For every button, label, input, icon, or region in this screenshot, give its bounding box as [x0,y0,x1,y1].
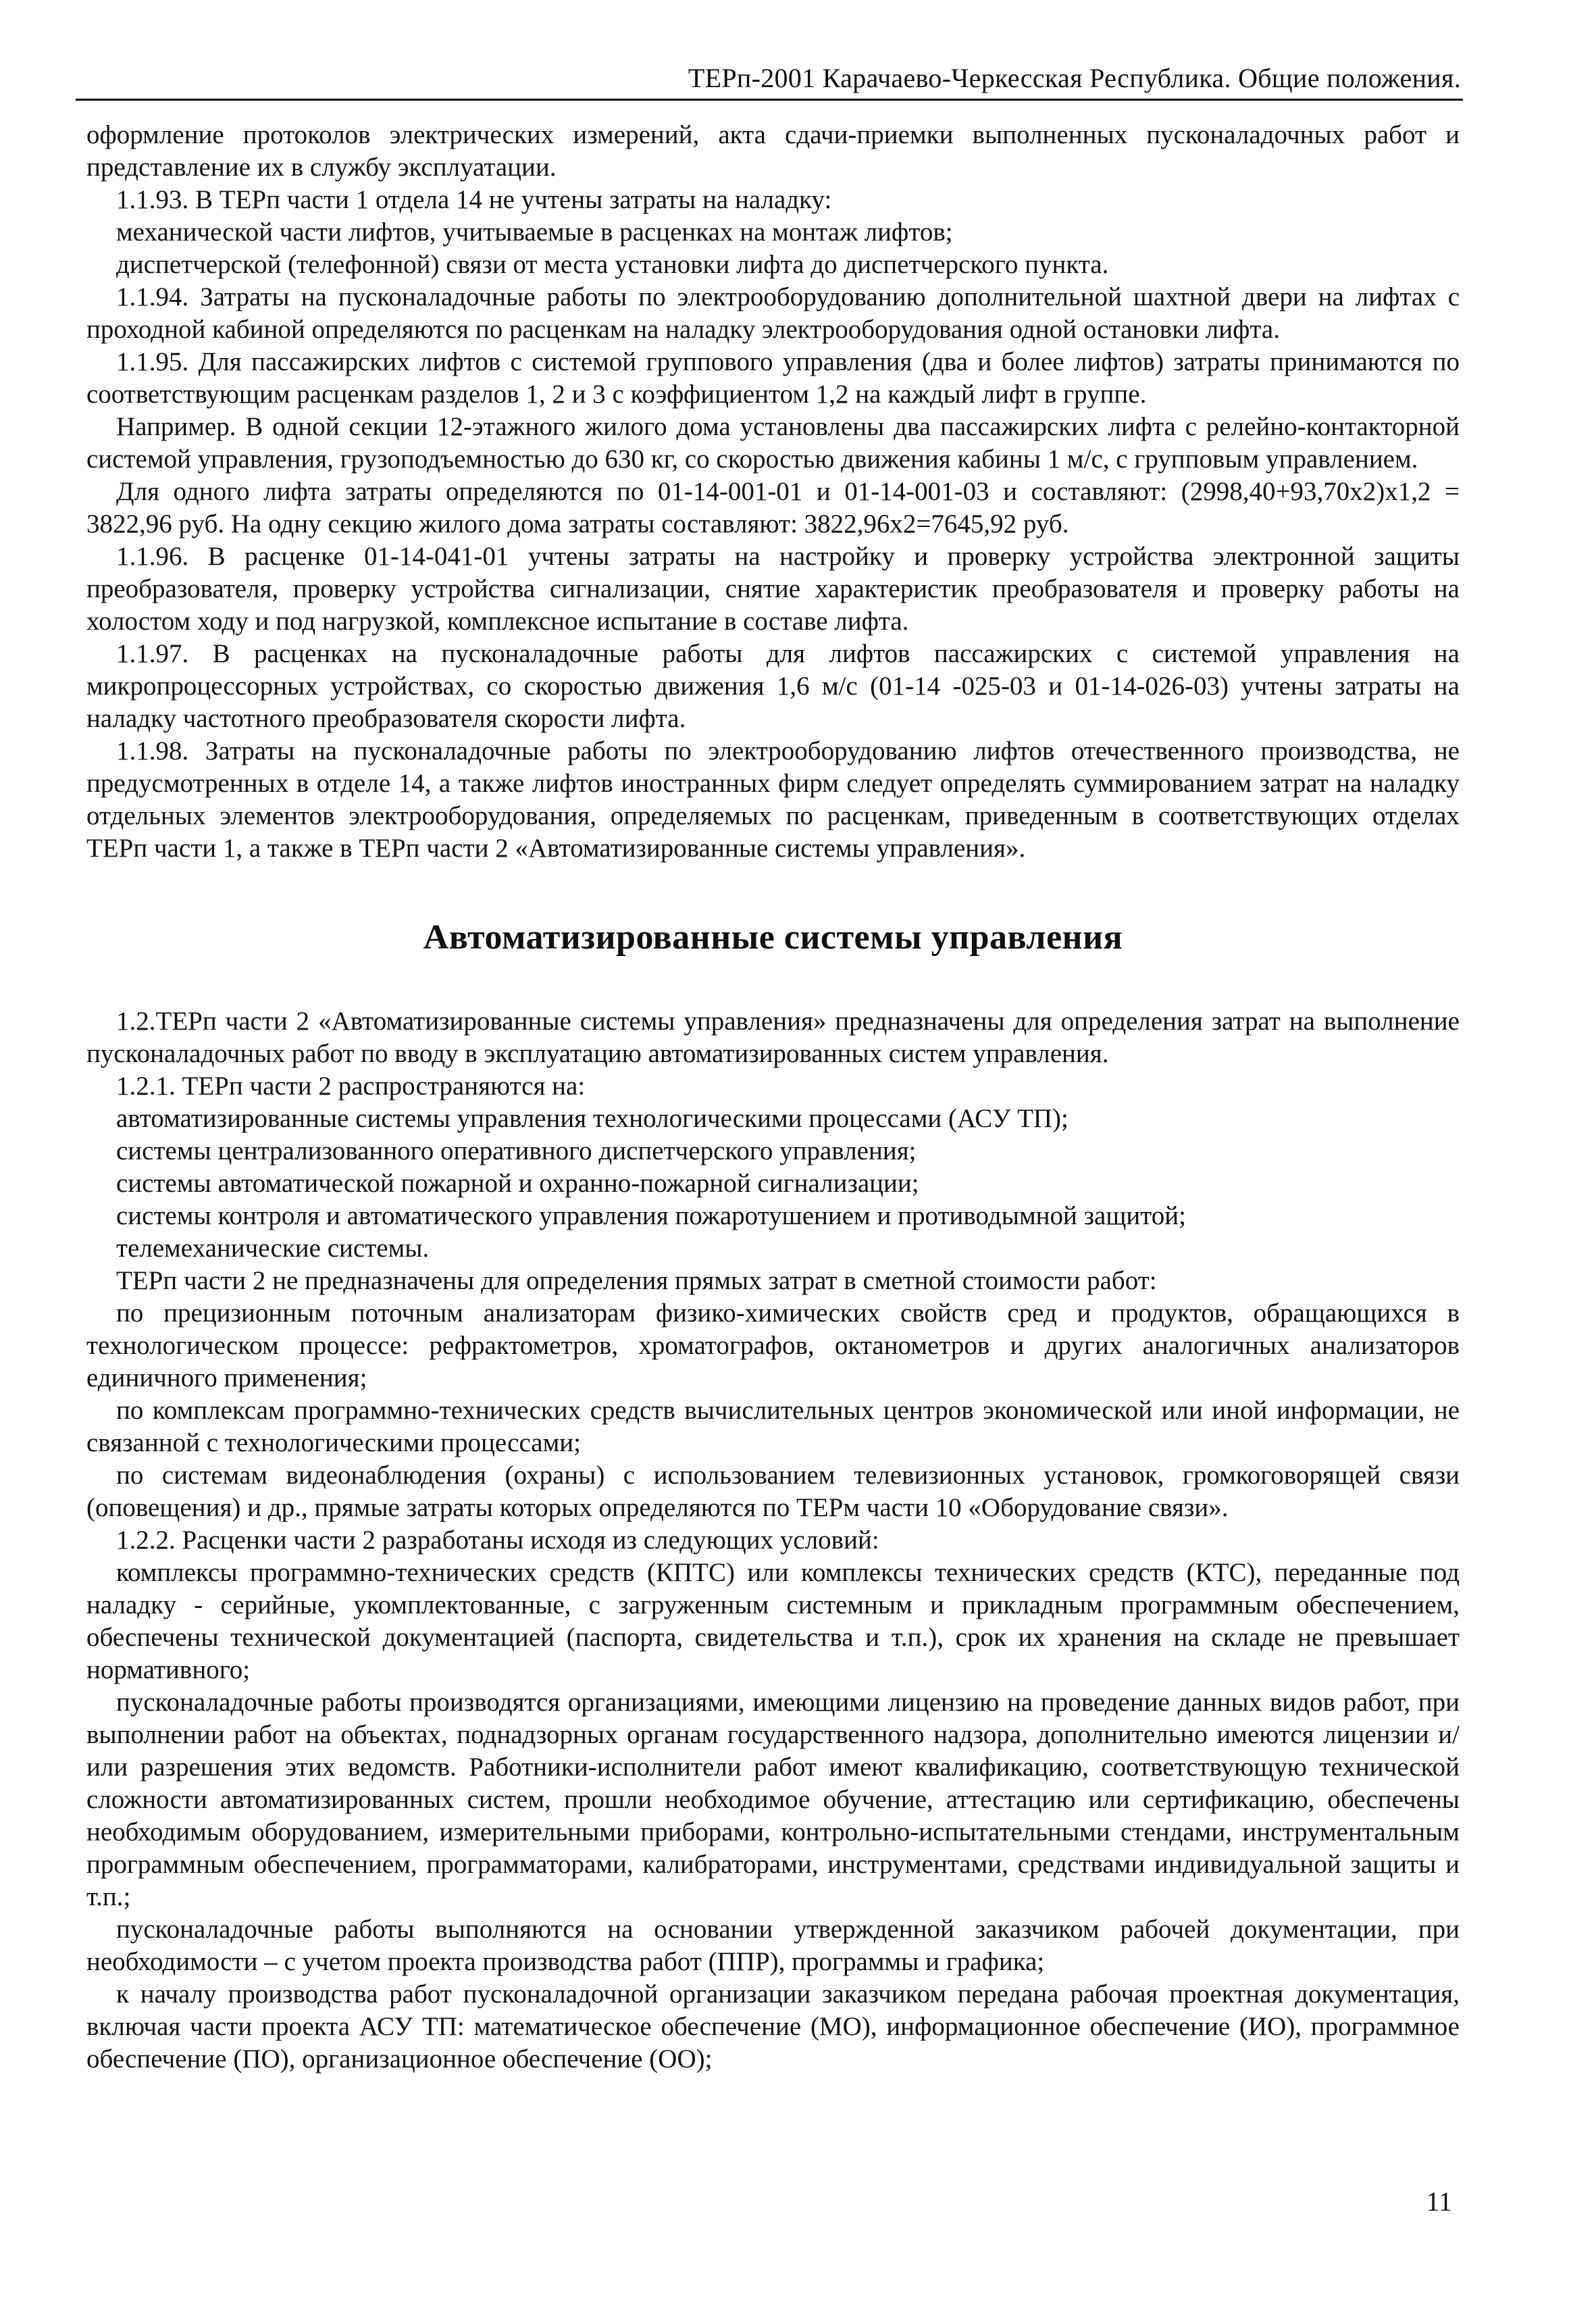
paragraph: 1.2.2. Расценки части 2 разработаны исходя из следующих условий: [116,1526,879,1555]
paragraph: телемеханические системы. [116,1234,430,1263]
paragraph: 1.2.ТЕРп части 2 «Автоматизированные системы управления» предназначены для определения затрат на выполнение пусконаладочных работ по вводу в эксплуатацию автоматизированных систем управления. [86,1007,1460,1068]
paragraph: Например. В одной секции 12-этажного жилого дома установлены два пассажирских лифта с релейно-контакторной системой управления, грузоподъемностью до 630 кг, со скоростью движения кабины 1 м/с, с групповым управлением. [86,412,1460,474]
paragraph: 1.1.97. В расценках на пусконаладочные работы для лифтов пассажирских с системой управления на микропроцессорных устройствах, со скоростью движения 1,6 м/с (01-14 -025-03 и 01-14-026-03) учтены затраты на наладку частотного преобразователя скорости лифта. [86,639,1460,733]
paragraph: диспетчерской (телефонной) связи от места установки лифта до диспетчерского пункта. [116,250,1109,279]
paragraph: пусконаладочные работы выполняются на основании утвержденной заказчиком рабочей документации, при необходимости – с учетом проекта производства работ (ППР), программы и графика; [86,1915,1460,1976]
paragraph: Для одного лифта затраты определяются по 01-14-001-01 и 01-14-001-03 и составляют: (2998,40+93,70х2)х1,2 = 3822,96 руб. На одну секцию жилого дома затраты составляют: 3822,96х2=7645,92 руб. [86,477,1460,538]
section-heading: Автоматизированные системы управления [423,918,1123,957]
paragraph: по комплексам программно-технических средств вычислительных центров экономической или иной информации, не связанной с технологическими процессами; [86,1396,1460,1457]
page-number: 11 [1426,2186,1452,2217]
paragraph: системы контроля и автоматического управления пожаротушением и противодымной защитой; [116,1201,1186,1230]
document-body [86,119,1460,2076]
paragraph: комплексы программно-технических средств (КПТС) или комплексы технических средств (КТС), переданные под наладку - серийные, укомплектованные, с загруженным системным и прикладным программным обеспечением, обеспечены технической документацией (паспорта, свидетельства и т.п.), срок их хранения на складе не превышает нормативного; [86,1558,1460,1684]
paragraph: ТЕРп части 2 не предназначены для определения прямых затрат в сметной стоимости работ: [116,1266,1157,1295]
paragraph: пусконаладочные работы производятся организациями, имеющими лицензию на проведение данных видов работ, при выполнении работ на объектах, поднадзорных органам государственного надзора, дополнительно имеются лицензии и/или разрешения этих ведомств. Работники-исполнители работ имеют квалификацию, соответствующую технической сложности автоматизированных систем, прошли необходимое обучение, аттестацию или сертификацию, обеспечены необходимым оборудованием, измерительными приборами, контрольно-испытательными стендами, инструментальным программным обеспечением, программаторами, калибраторами, инструментами, средствами индивидуальной защиты и т.п.; [86,1688,1460,1911]
paragraph: 1.1.96. В расценке 01-14-041-01 учтены затраты на настройку и проверку устройства электронной защиты преобразователя, проверку устройства сигнализации, снятие характеристик преобразователя и проверку работы на холостом ходу и под нагрузкой, комплексное испытание в составе лифта. [86,542,1460,636]
paragraph: по системам видеонаблюдения (охраны) с использованием телевизионных установок, громкоговорящей связи (оповещения) и др., прямые затраты которых определяются по ТЕРм части 10 «Оборудование связи». [86,1461,1460,1522]
paragraph: 1.1.94. Затраты на пусконаладочные работы по электрооборудованию дополнительной шахтной двери на лифтах с проходной кабиной определяются по расценкам на наладку электрооборудования одной остановки лифта. [86,282,1460,344]
paragraph: автоматизированные системы управления технологическими процессами (АСУ ТП); [116,1104,1069,1133]
paragraph: системы централизованного оперативного диспетчерского управления; [116,1136,917,1165]
paragraph: оформление протоколов электрических измерений, акта сдачи-приемки выполненных пусконаладочных работ и представление их в службу эксплуатации. [86,120,1460,182]
paragraph: механической части лифтов, учитываемые в расценках на монтаж лифтов; [116,218,953,247]
header-rule [76,99,1463,101]
paragraph: 1.1.95. Для пассажирских лифтов с системой группового управления (два и более лифтов) затраты принимаются по соответствующим расценкам разделов 1, 2 и 3 с коэффициентом 1,2 на каждый лифт в группе. [86,347,1460,409]
paragraph: 1.2.1. ТЕРп части 2 распространяются на: [116,1072,586,1101]
running-header: ТЕРп-2001 Карачаево-Черкесская Республика. Общие положения. [688,63,1461,93]
paragraph: к началу производства работ пусконаладочной организации заказчиком передана рабочая проектная документация, включая части проекта АСУ ТП: математическое обеспечение (МО), информационное обеспечение (ИО), программное обеспечение (ПО), организационное обеспечение (ОО); [86,1980,1460,2073]
paragraph: 1.1.93. В ТЕРп части 1 отдела 14 не учтены затраты на наладку: [116,185,832,214]
paragraph: 1.1.98. Затраты на пусконаладочные работы по электрооборудованию лифтов отечественного производства, не предусмотренных в отделе 14, а также лифтов иностранных фирм следует определять суммированием затрат на наладку отдельных элементов электрооборудования, определяемых по расценкам, приведенным в соответствующих отделах ТЕРп части 1, а также в ТЕРп части 2 «Автоматизированные системы управления». [86,736,1460,863]
paragraph: системы автоматической пожарной и охранно-пожарной сигнализации; [116,1169,919,1198]
paragraph: по прецизионным поточным анализаторам физико-химических свойств сред и продуктов, обращающихся в технологическом процессе: рефрактометров, хроматографов, октанометров и других аналогичных анализаторов единичного применения; [86,1299,1460,1392]
